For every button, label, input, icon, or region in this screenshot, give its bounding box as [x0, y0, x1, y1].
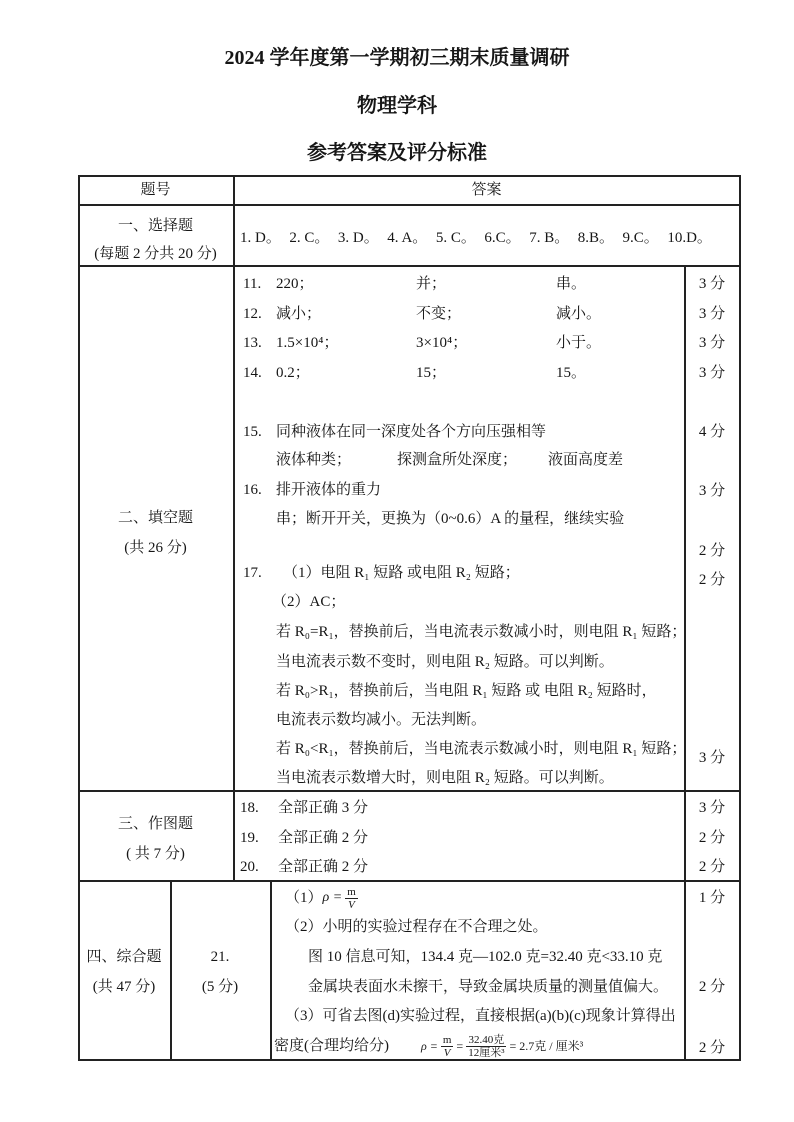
formula-lhs: ρ = [322, 890, 343, 905]
score: 3 分 [698, 335, 726, 351]
table-border-left [78, 175, 80, 1060]
choice-answer: 8.B。 [577, 230, 614, 246]
score: 3 分 [698, 800, 726, 816]
choice-answer: 7. B。 [529, 230, 570, 246]
score: 2 分 [698, 1040, 726, 1056]
answer-text: 电流表示数均减小。无法判断。 [276, 712, 487, 728]
question-number: 15. [243, 424, 262, 440]
answer-text: 当电流表示数不变时，则电阻 R₂ 短路。可以判断。 [276, 654, 614, 670]
formula-density-calculation [421, 1033, 583, 1059]
table-border-bottom [78, 1059, 741, 1061]
score: 2 分 [698, 979, 726, 995]
answer-text: 全部正确 2 分 [278, 830, 369, 846]
question-points: (5 分) [201, 979, 239, 995]
section2-name: 二、填空题 [117, 510, 193, 526]
document-title: 2024 学年度第一学期初三期末质量调研 [224, 47, 570, 69]
table-divider-section3 [78, 880, 741, 882]
choice-answer: 1. D。 [240, 230, 281, 246]
score: 4 分 [698, 424, 726, 440]
fraction-denominator: 12厘米³ [468, 1046, 505, 1059]
choice-answer: 3. D。 [337, 230, 379, 246]
choice-answers [240, 229, 712, 247]
answer-blank: 小于。 [556, 335, 602, 351]
answer-blank: 液体种类； [276, 452, 352, 468]
answer-blank: 液面高度差 [548, 452, 624, 468]
section3-name: 三、作图题 [117, 816, 193, 832]
answer-blank: 1.5×10⁴； [276, 335, 339, 351]
column-header-number: 题号 [140, 182, 171, 198]
answer-blank: 0.2； [276, 365, 310, 381]
answer-blank: 15； [416, 365, 447, 381]
choice-answer: 4. A。 [387, 230, 428, 246]
answer-blank: 并； [416, 276, 447, 292]
score: 3 分 [698, 276, 726, 292]
answer-blank: 3×10⁴； [416, 335, 468, 351]
question-number: 12. [243, 306, 262, 322]
choice-answer: 2. C。 [289, 230, 330, 246]
answer-text: 全部正确 2 分 [278, 859, 369, 875]
score: 2 分 [698, 572, 726, 588]
answer-text: （2）小明的实验过程存在不合理之处。 [285, 919, 548, 935]
table-border-top [78, 175, 741, 177]
section3-points: ( 共 7 分) [126, 846, 185, 862]
section4-column-divider-2 [270, 880, 272, 1060]
answer-blank: 15。 [556, 365, 587, 381]
answer-text: 图 10 信息可知，134.4 克—102.0 克=32.40 克<33.10 克 [308, 949, 663, 965]
answer-text: （3）可省去图(d)实验过程，直接根据(a)(b)(c)现象计算得出 [285, 1008, 676, 1024]
choice-answer: 10.D。 [667, 230, 712, 246]
formula-density-row [285, 883, 361, 913]
answer-text: 若 R₀<R₁，替换前后，当电流表示数减小时，则电阻 R₁ 短路； [276, 741, 687, 757]
table-divider-section2 [78, 790, 741, 792]
table-divider-section1 [78, 265, 741, 267]
answer-blank: 减小； [276, 306, 322, 322]
section1-points: (每题 2 分共 20 分) [94, 246, 217, 262]
choice-answer: 9.C。 [622, 230, 659, 246]
fraction-denominator: V [348, 898, 355, 911]
answer-text: 排开液体的重力 [276, 482, 382, 498]
formula-result: = 2.7克 / 厘米³ [509, 1039, 584, 1053]
score: 3 分 [698, 483, 726, 499]
question-number: 11. [243, 276, 262, 292]
score: 2 分 [698, 830, 726, 846]
question-number: 19. [240, 830, 259, 846]
question-number: 21. [210, 949, 230, 965]
answer-blank: 探测盒所处深度； [397, 452, 518, 468]
answer-blank: 串。 [556, 276, 587, 292]
choice-answer: 6.C。 [484, 230, 521, 246]
fraction-numerator: m [442, 1033, 452, 1046]
fraction-numerator: 32.40克 [468, 1033, 505, 1046]
answer-text: 同种液体在同一深度处各个方向压强相等 [276, 424, 547, 440]
fraction-numerator: m [347, 885, 356, 898]
section4-name: 四、综合题 [86, 949, 162, 965]
question-number: 14. [243, 365, 262, 381]
answer-text: 全部正确 3 分 [278, 800, 369, 816]
formula-fraction [466, 1034, 506, 1059]
table-column-divider [233, 175, 235, 880]
part-label: （1） [285, 890, 323, 906]
question-number: 18. [240, 800, 259, 816]
subject-title: 物理学科 [357, 95, 437, 117]
document-subtitle: 参考答案及评分标准 [307, 142, 487, 164]
score: 2 分 [698, 543, 726, 559]
formula-fraction [345, 886, 358, 911]
question-number: 17. [243, 565, 262, 581]
table-divider-header [78, 204, 741, 206]
density-calculation-row [274, 1033, 583, 1059]
score: 3 分 [698, 365, 726, 381]
answer-text: （1）电阻 R₁ 短路 或电阻 R₂ 短路； [283, 565, 520, 581]
score: 3 分 [698, 306, 726, 322]
answer-text: （2）AC； [272, 594, 346, 610]
question-number: 20. [240, 859, 259, 875]
answer-blank: 220； [276, 276, 314, 292]
answer-text: 若 R₀>R₁，替换前后，当电阻 R₁ 短路 或 电阻 R₂ 短路时， [276, 683, 657, 699]
column-header-answer: 答案 [471, 182, 502, 198]
section4-column-divider-1 [170, 880, 172, 1060]
formula-fraction [441, 1034, 454, 1059]
formula-lhs: ρ = [421, 1039, 438, 1053]
section1-name: 一、选择题 [117, 218, 193, 234]
fraction-denominator: V [443, 1046, 451, 1059]
choice-answer: 5. C。 [435, 230, 476, 246]
question-number: 16. [243, 482, 262, 498]
answer-blank: 减小。 [556, 306, 602, 322]
formula-equals: = [456, 1039, 464, 1053]
score-column-divider [684, 265, 686, 1060]
score: 3 分 [698, 750, 726, 766]
answer-text: 若 R₀=R₁，替换前后，当电流表示数减小时，则电阻 R₁ 短路； [276, 624, 687, 640]
score: 2 分 [698, 859, 726, 875]
answer-blank: 不变； [416, 306, 462, 322]
answer-text: 当电流表示数增大时，则电阻 R₂ 短路。可以判断。 [276, 770, 614, 786]
section2-points: (共 26 分) [124, 540, 187, 556]
answer-text: 串；断开开关，更换为（0~0.6）A 的量程，继续实验 [276, 511, 625, 527]
score: 1 分 [698, 890, 726, 906]
question-number: 13. [243, 335, 262, 351]
section4-points: (共 47 分) [92, 979, 156, 995]
answer-text: 金属块表面水未擦干，导致金属块质量的测量值偏大。 [308, 979, 669, 995]
answer-text: 密度(合理均给分) [274, 1038, 389, 1054]
